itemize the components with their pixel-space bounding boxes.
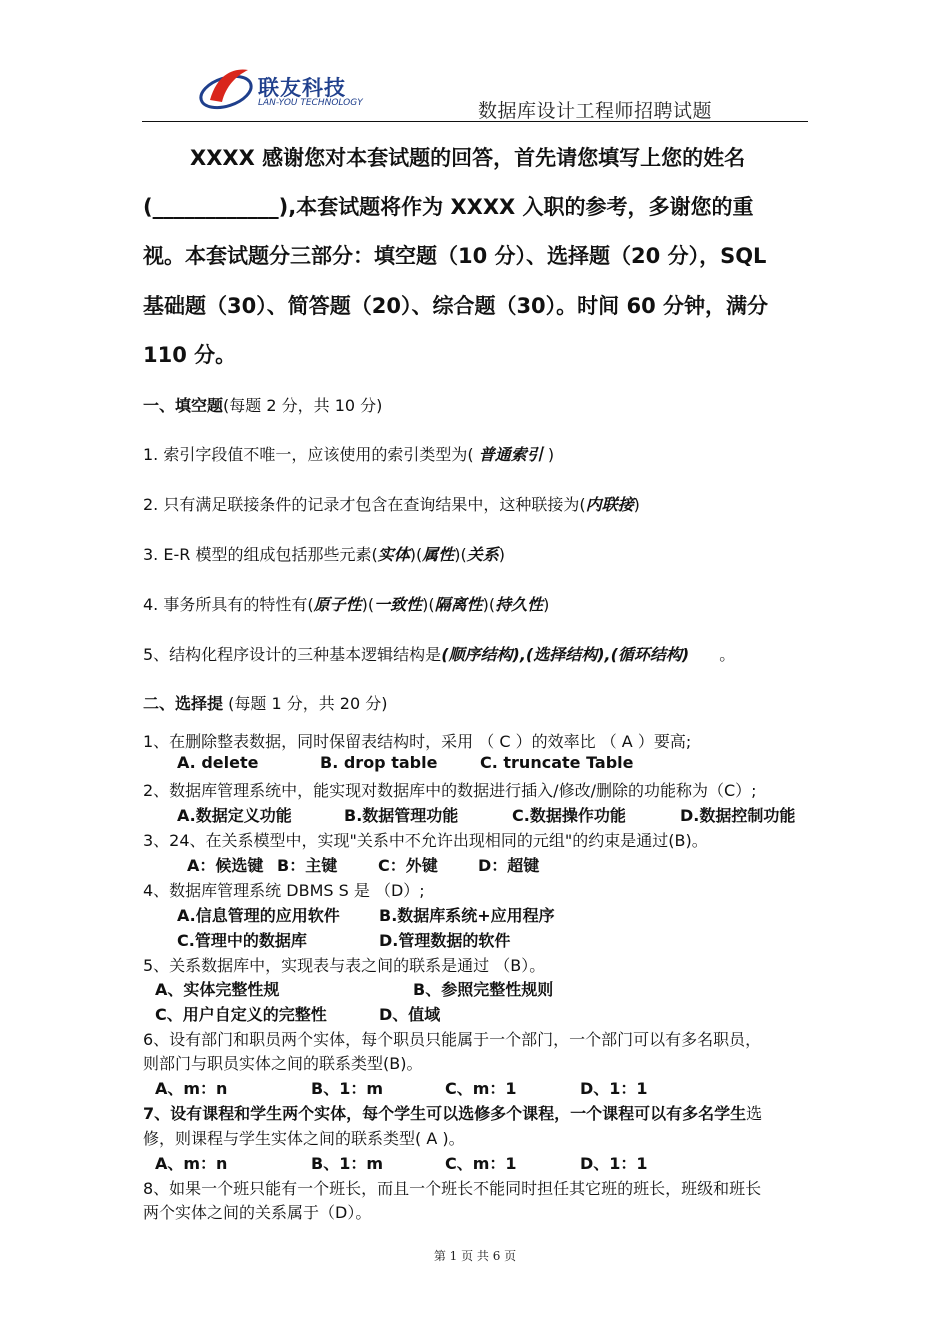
choice-question-8: 8、如果一个班只能有一个班长，而且一个班长不能同时担任其它班的班长，班级和班长 [143, 1179, 762, 1198]
question-end: ) [498, 545, 505, 564]
choice-option: D.管理数据的软件 [379, 931, 511, 950]
section-fill-note: (每题 2 分，共 10 分) [223, 396, 383, 415]
choice-option: A. delete [177, 753, 259, 772]
separator: )( [422, 595, 435, 614]
page-header-title: 数据库设计工程师招聘试题 [478, 100, 713, 122]
fill-question-5 [143, 642, 735, 665]
question-end: 。 [719, 645, 736, 664]
fill-question-4 [143, 592, 549, 615]
question-end: ) [633, 495, 640, 514]
answer: 普通索引 [478, 445, 543, 464]
choice-option: A.数据定义功能 [177, 806, 292, 825]
logo-swoosh-icon [196, 62, 258, 116]
answer: 关系 [466, 545, 499, 564]
choice-option: A：候选键 [187, 856, 264, 875]
page-footer: 第 1 页 共 6 页 [433, 1249, 517, 1263]
question-text-tail: 选 [746, 1104, 763, 1123]
choice-option: C、m：1 [445, 1154, 517, 1173]
header-divider [142, 121, 808, 122]
choice-option: D：超键 [478, 856, 540, 875]
choice-option: B：主键 [277, 856, 338, 875]
fill-question-3 [143, 542, 505, 565]
choice-option: C. truncate Table [480, 753, 634, 772]
choice-question-7-cont: 修，则课程与学生实体之间的联系类型( A )。 [143, 1129, 465, 1148]
question-end: ) [543, 595, 550, 614]
choice-option: B.数据管理功能 [344, 806, 459, 825]
choice-question-7 [143, 1101, 762, 1124]
choice-option: D、值域 [379, 1005, 441, 1024]
choice-option: C、m：1 [445, 1079, 517, 1098]
fill-question-2 [143, 492, 640, 515]
section-choice-heading [143, 691, 387, 714]
choice-option: A、实体完整性规 [155, 980, 280, 999]
separator: )( [409, 545, 423, 564]
question-text: 4. 事务所具有的特性有( [143, 595, 314, 614]
question-text: 1. 索引字段值不唯一，应该使用的索引类型为( [143, 445, 474, 464]
choice-option: D、1：1 [580, 1079, 648, 1098]
answer: 原子性 [313, 595, 362, 614]
separator: )( [454, 545, 467, 564]
intro-line-5: 110 分。 [143, 343, 237, 367]
section-choice-note: (每题 1 分，共 20 分) [228, 694, 388, 713]
choice-option: D.数据控制功能 [680, 806, 796, 825]
choice-option: A.信息管理的应用软件 [177, 906, 340, 925]
intro-line-4: 基础题（30）、简答题（20）、综合题（30）。时间 60 分钟，满分 [143, 294, 769, 318]
question-end: ) [547, 445, 555, 464]
choice-question-6-cont: 则部门与职员实体之间的联系类型(B)。 [143, 1054, 423, 1073]
choice-option: C：外键 [378, 856, 438, 875]
intro-line-2: (____________),本套试题将作为 XXXX 入职的参考，多谢您的重 [143, 195, 754, 219]
choice-question-3: 3、24、在关系模型中，实现"关系中不允许出现相同的元组"的约束是通过(B)。 [143, 831, 708, 850]
choice-option: C.数据操作功能 [512, 806, 626, 825]
choice-option: B、1：m [311, 1079, 384, 1098]
choice-question-1: 1、在删除整表数据，同时保留表结构时，采用 （ C ）的效率比 （ A ）要高; [143, 732, 692, 751]
choice-option: B、参照完整性规则 [413, 980, 554, 999]
intro-line-3: 视。本套试题分三部分：填空题（10 分）、选择题（20 分），SQL [143, 244, 767, 268]
answer: 一致性 [374, 595, 423, 614]
choice-option: D、1：1 [580, 1154, 648, 1173]
logo-text-cn: 联友科技 [258, 76, 346, 100]
question-text: 2. 只有满足联接条件的记录才包含在查询结果中，这种联接为( [143, 495, 586, 514]
question-text-bold: 7、设有课程和学生两个实体，每个学生可以选修多个课程，一个课程可以有多名学生 [143, 1104, 747, 1123]
choice-option: B.数据库系统+应用程序 [379, 906, 555, 925]
choice-option: A、m：n [155, 1154, 228, 1173]
logo-text-en: LAN-YOU TECHNOLOGY [258, 98, 363, 108]
choice-question-5: 5、关系数据库中，实现表与表之间的联系是通过 （B）。 [143, 956, 546, 975]
choice-question-2: 2、数据库管理系统中，能实现对数据库中的数据进行插入/修改/删除的功能称为（C）; [143, 781, 757, 800]
question-text: 3. E-R 模型的组成包括那些元素( [143, 545, 378, 564]
question-text: 5、结构化程序设计的三种基本逻辑结构是 [143, 645, 442, 664]
choice-question-6: 6、设有部门和职员两个实体，每个职员只能属于一个部门，一个部门可以有多名职员， [143, 1030, 762, 1049]
answer: 持久性 [495, 595, 544, 614]
section-choice-title: 二、选择提 [143, 694, 224, 713]
intro-line-1: XXXX 感谢您对本套试题的回答，首先请您填写上您的姓名 [190, 146, 746, 170]
choice-option: A、m：n [155, 1079, 228, 1098]
separator: )( [482, 595, 496, 614]
choice-option: B. drop table [320, 753, 438, 772]
answer: 实体 [377, 545, 410, 564]
answer: 内联接 [585, 495, 634, 514]
fill-question-1 [143, 442, 554, 465]
choice-option: C、用户自定义的完整性 [155, 1005, 327, 1024]
section-fill-heading [143, 393, 382, 416]
answer: 隔离性 [434, 595, 483, 614]
choice-option: C.管理中的数据库 [177, 931, 307, 950]
choice-option: B、1：m [311, 1154, 384, 1173]
choice-question-8-cont: 两个实体之间的关系属于（D）。 [143, 1203, 372, 1222]
answer: (顺序结构),(选择结构),(循环结构) [441, 645, 690, 664]
section-fill-title: 一、填空题 [143, 396, 224, 415]
separator: )( [361, 595, 375, 614]
answer: 属性 [422, 545, 455, 564]
choice-question-4: 4、数据库管理系统 DBMS S 是 （D）; [143, 881, 425, 900]
